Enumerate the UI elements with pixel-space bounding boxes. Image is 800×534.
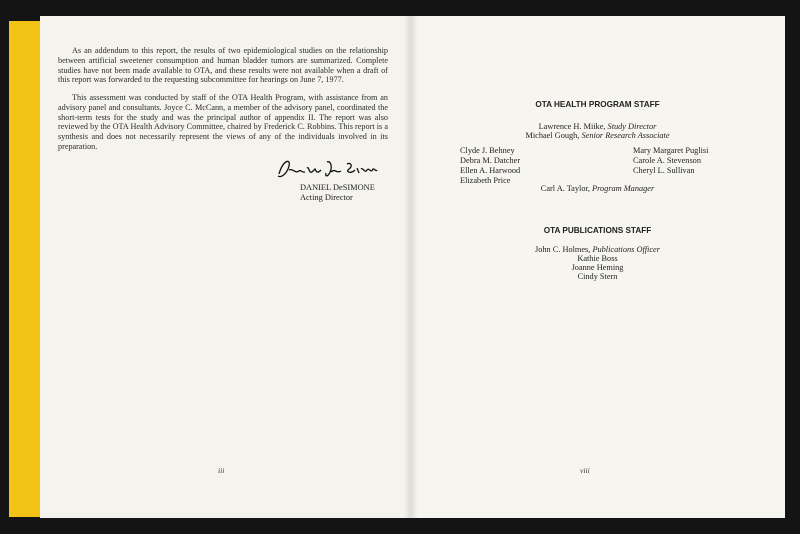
manager-line	[410, 184, 785, 194]
staff-name: Ellen A. Harwood	[460, 166, 521, 175]
signer-block	[300, 183, 375, 203]
associate-line	[410, 131, 785, 141]
staff-name: Debra M. Datcher	[460, 156, 521, 165]
staff-name: Cheryl L. Sullivan	[633, 166, 695, 175]
publications-staff-heading: OTA PUBLICATIONS STAFF	[543, 226, 652, 235]
left-page-number: iii	[218, 466, 225, 475]
manager-name: Carl A. Taylor,	[540, 184, 590, 193]
health-staff-heading: OTA HEALTH PROGRAM STAFF	[535, 100, 660, 109]
associate-name: Michael Gough,	[525, 131, 580, 140]
publications-staff-name: Joanne Heming	[571, 263, 624, 272]
manager-role: Program Manager	[592, 184, 655, 193]
signature	[275, 154, 379, 184]
paragraph-1: As an addendum to this report, the results of two epidemiological studies on the relationship between artificial sweetener consumption and human bladder tumors are summarized. Complete studies have not been made available to OTA, and these results were not available when a draft of this report was forwarded to the requesting subcommittee for hearings on June 7, 1977.	[58, 46, 388, 85]
publications-staff-name: Kathie Boss	[577, 254, 618, 263]
right-page-number: viii	[580, 466, 590, 475]
addendum-paragraph	[58, 46, 388, 85]
staff-list-left	[460, 146, 520, 186]
left-page	[40, 16, 410, 518]
officer-role: Publications Officer	[592, 245, 660, 254]
director-role: Study Director	[607, 122, 657, 131]
staff-name: Elizabeth Price	[460, 176, 511, 185]
paragraph-2: This assessment was conducted by staff of the OTA Health Program, with assistance from an advisory panel and consultants. Joyce C. McCann, a member of the advisory panel, coordinated the short-term tests for the study and was the principal author of appendix II. The report was also reviewed by the OTA Health Advisory Committee, chaired by Frederick C. Robbins. This report is a synthesis and does not necessarily represent the views of any of the individuals involved in its preparation.	[58, 93, 388, 151]
associate-role: Senior Research Associate	[581, 131, 670, 140]
assessment-paragraph	[58, 93, 388, 152]
director-name: Lawrence H. Miike,	[538, 122, 606, 131]
staff-name: Mary Margaret Puglisi	[633, 146, 709, 155]
publications-staff-name: Cindy Stern	[577, 272, 618, 281]
signer-title: Acting Director	[300, 193, 353, 202]
officer-name: John C. Holmes,	[535, 245, 591, 254]
signer-name: DANIEL DeSIMONE	[300, 183, 375, 192]
staff-name: Carole A. Stevenson	[633, 156, 701, 165]
staff-list-right	[633, 146, 708, 176]
staff-name: Clyde J. Behney	[460, 146, 515, 155]
